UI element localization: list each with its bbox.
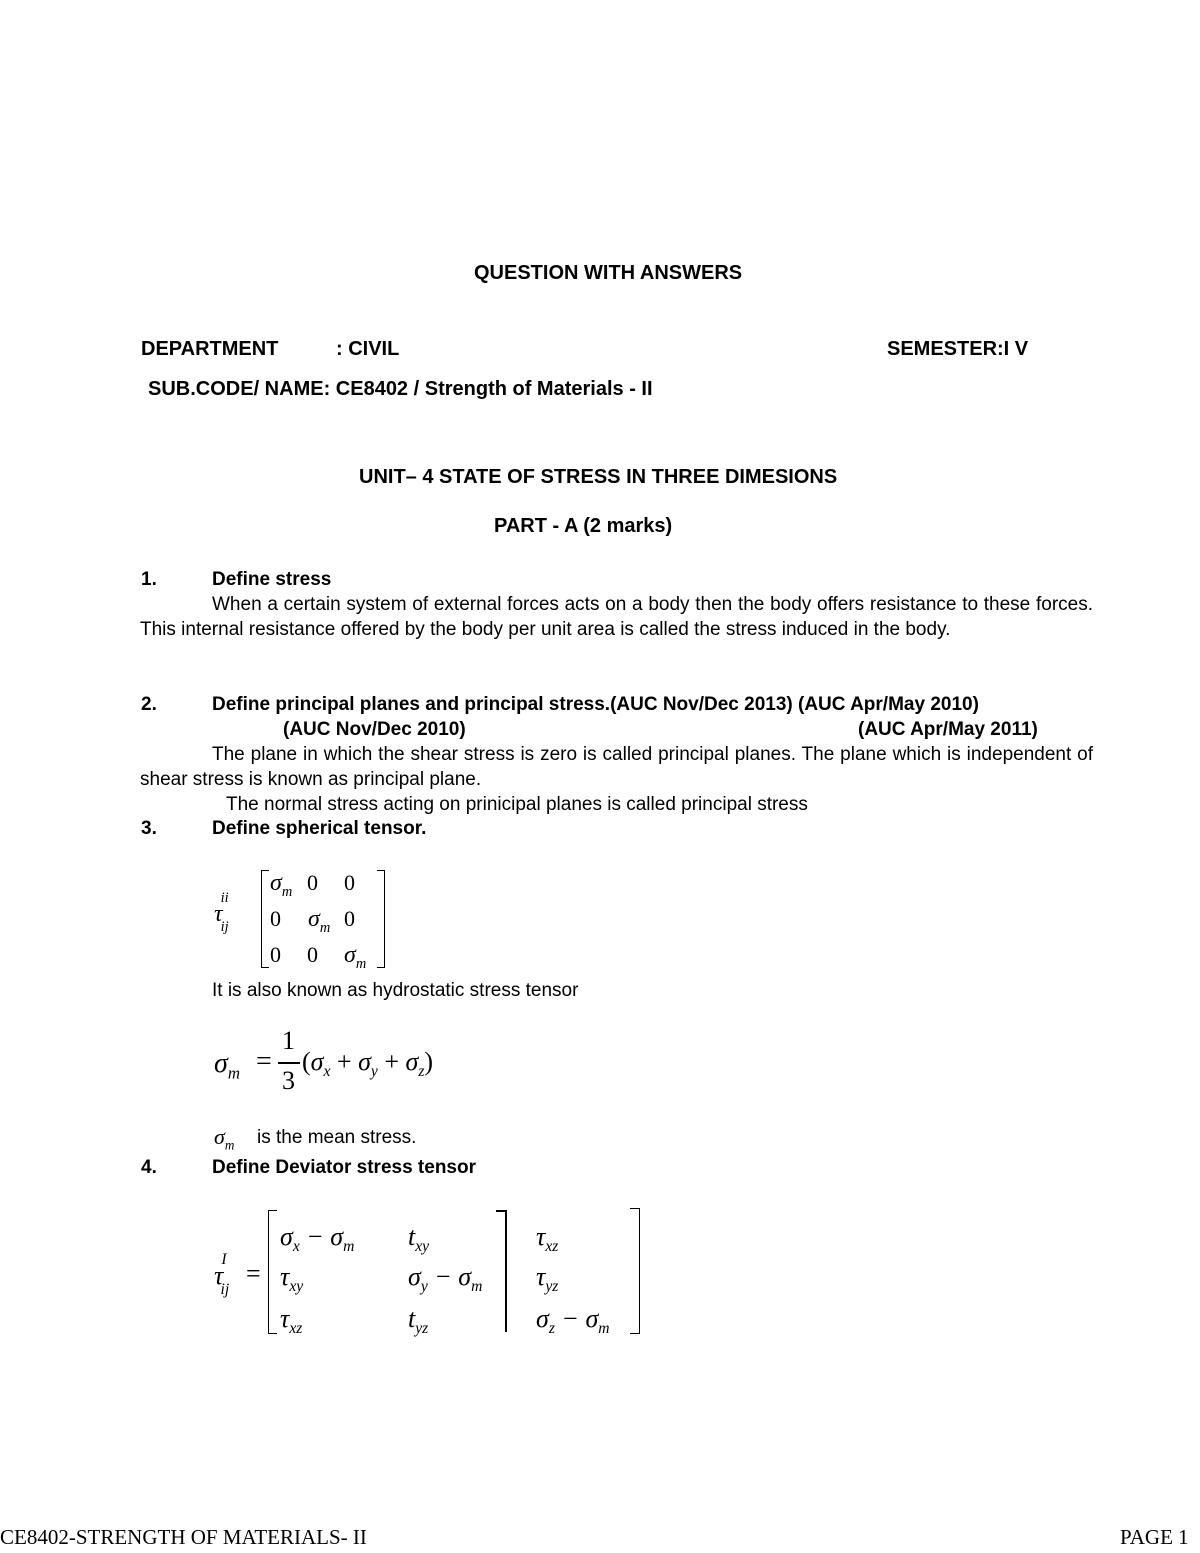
matrix-cell: $\sigma_m$ [344,942,367,972]
equals-sign: = [256,1046,272,1077]
matrix-cell: 0 [270,906,281,931]
q3-mean-note: is the mean stress. [257,1127,417,1148]
matrix-cell: $t_{yz}$ [408,1304,429,1338]
matrix-divider [496,1210,506,1212]
tau-symbol: $\tau^{ii}_{ij}$ [214,890,229,935]
matrix-cell: $t_{xy}$ [408,1222,430,1256]
department-label: DEPARTMENT [141,338,279,360]
part-title: PART - A (2 marks) [494,515,673,537]
fraction-denominator: 3 [282,1066,295,1095]
q4-title: Define Deviator stress tensor [212,1157,476,1178]
matrix-cell: $\tau_{xz}$ [536,1222,559,1256]
matrix-cell: $\tau_{xy}$ [280,1262,304,1296]
matrix-cell: $\tau_{yz}$ [536,1262,559,1296]
q2-number: 2. [141,694,157,715]
q2-ref-2: (AUC Apr/May 2011) [858,719,1038,740]
footer-left: CE8402-STRENGTH OF MATERIALS- II [0,1525,367,1549]
sigma-m-symbol: $\sigma_m$ [214,1048,240,1083]
matrix-cell: $\sigma_y - \sigma_m$ [408,1262,483,1296]
matrix-right-bracket [630,1208,640,1334]
q2-answer-2: The normal stress acting on prinicipal planes is called principal stress [226,794,808,815]
sigma-m-inline: $\sigma_m$ [214,1124,235,1153]
mean-stress-sum: $(\sigma_x + \sigma_y + \sigma_z)$ [302,1047,434,1081]
matrix-cell: 0 [344,906,355,931]
matrix-cell: 0 [344,870,355,895]
matrix-cell: 0 [307,870,318,895]
matrix-cell: 0 [270,942,281,967]
doc-title: QUESTION WITH ANSWERS [474,262,743,284]
unit-title: UNIT– 4 STATE OF STRESS IN THREE DIMESIONS [359,466,838,488]
q3-note: It is also known as hydrostatic stress tensor [212,980,579,1001]
fraction-bar [278,1062,300,1064]
footer-right: PAGE 1 [1120,1525,1189,1549]
q2-title: Define principal planes and principal stress.(AUC Nov/Dec 2013) (AUC Apr/May 2010) [212,694,979,715]
matrix-cell: $\sigma_z - \sigma_m$ [536,1304,610,1338]
subject: SUB.CODE/ NAME: CE8402 / Strength of Materials - II [148,378,653,400]
q2-answer-1: The plane in which the shear stress is zero is called principal planes. The plane which is independent of shear stress is known as principal plane. [140,744,1093,790]
q1-title: Define stress [212,569,332,590]
matrix-cell: $\tau_{xz}$ [280,1304,303,1338]
semester: SEMESTER:I V [887,338,1029,360]
equals-sign: = [246,1259,261,1288]
q3-title: Define spherical tensor. [212,818,427,839]
q1-answer: When a certain system of external forces acts on a body then the body offers resistance to these forces. This internal resistance offered by the body per unit area is called the stress induced in the body. [140,594,1093,640]
matrix-divider [505,1210,507,1332]
fraction-numerator: 1 [282,1026,295,1055]
department-value: : CIVIL [336,338,400,360]
q4-number: 4. [141,1157,157,1178]
tau-prime-symbol: $\tau^I_{ij}$ [214,1251,230,1299]
q1-number: 1. [141,569,157,590]
matrix-cell: 0 [307,942,318,967]
q2-ref-1: (AUC Nov/Dec 2010) [283,719,466,740]
matrix-right-bracket [377,870,385,968]
matrix-cell: $\sigma_x - \sigma_m$ [280,1222,355,1256]
q3-number: 3. [141,818,157,839]
matrix-cell: $\sigma_m$ [270,870,293,900]
matrix-cell: $\sigma_m$ [308,906,331,936]
matrix-left-bracket [261,870,269,968]
matrix-left-bracket [268,1210,277,1334]
